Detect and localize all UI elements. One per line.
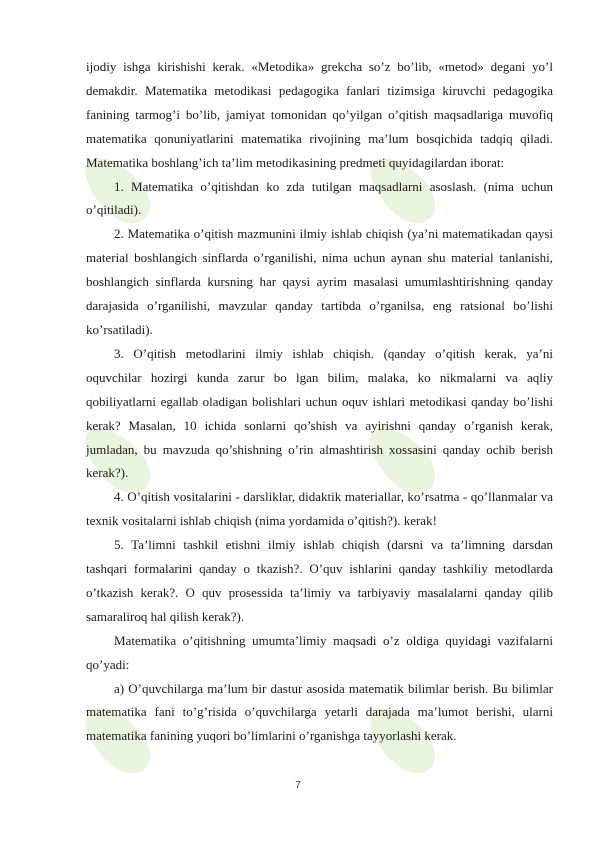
paragraph-goals-intro: Matematika o’qitishning umumta’limiy maqsadi o’z oldiga quyidagi vazifalarni qo’yadi:: [86, 632, 553, 672]
paragraph-intro: ijodiy ishga kirishishi kerak. «Metodika» grekcha so’z bo’lib, «metod» degani yo’l demakdir. Matematika metodikasi pedagogika fanlari tizimsiga kiruvchi pedagogika fanining tarmog’i bo’lib, jamiyat tomonidan qo’yilgan o’qitish maqsadlariga muvofiq matematika qonuniyatlarini matematika rivojining ma’lum bosqichida tadqiq qiladi. Matematika boshlang’ich ta’lim metodikasining predmeti quyidagilardan iborat:: [86, 59, 553, 170]
paragraph-item-3: 3. O’qitish metodlarini ilmiy ishlab chiqish. (qanday o’qitish kerak, ya’ni oquvchilar hozirgi kunda zarur bo lgan bilim, malaka, ko nikmalarni va aqliy qobiliyatlarni egallab oladigan bolishlari uchun oquv ishlari metodikasi qanday bo’lishi kerak? Masalan, 10 ichida sonlarni qo’shish va ayirishni qanday o’rganish kerak, jumladan, bu mavzuda qo’shishning o’rin almashtirish xossasini qanday ochib berish kerak?).: [86, 345, 553, 481]
paragraph-goal-a: a) O’quvchilarga ma’lum bir dastur asosida matematik bilimlar berish. Bu bilimlar matematika fani to’g’risida o’quvchilarga yetarli darajada ma’lumot berishi, ularni matematika fanining yuqori bo’limlarini o’rganishga tayyorlashi kerak.: [86, 680, 553, 744]
document-body: [86, 55, 553, 748]
paragraph-item-1: 1. Matematika o’qitishdan ko zda tutilgan maqsadlarni asoslash. (nima uchun o’qitiladi).: [86, 178, 553, 218]
paragraph-item-5: 5. Ta’limni tashkil etishni ilmiy ishlab chiqish (darsni va ta’limning darsdan tashqari formalarini qanday o tkazish?. O’quv ishlarini qanday tashkiliy metodlarda o’tkazish kerak?. O quv prosessida ta’limiy va tarbiyaviy masalalarni qanday qilib samaraliroq hal qilish kerak?).: [86, 537, 553, 624]
paragraph-item-4: 4. O’qitish vositalarini - darsliklar, didaktik materiallar, ko’rsatma - qo’llanmalar va texnik vositalarni ishlab chiqish (nima yordamida o’qitish?). kerak!: [86, 489, 553, 529]
page-number: 7: [295, 780, 301, 791]
paragraph-item-2: 2. Matematika o’qitish mazmunini ilmiy ishlab chiqish (ya’ni matematikadan qaysi material boshlangich sinflarda o’rganilishi, nima uchun aynan shu material tanlanishi, boshlangich sinflarda kursning har qaysi ayrim masalasi umumlashtirishning qanday darajasida o’rganilishi, mavzular qanday tartibda o’rganilsa, eng ratsional bo’lishi ko’rsatiladi).: [86, 226, 553, 337]
